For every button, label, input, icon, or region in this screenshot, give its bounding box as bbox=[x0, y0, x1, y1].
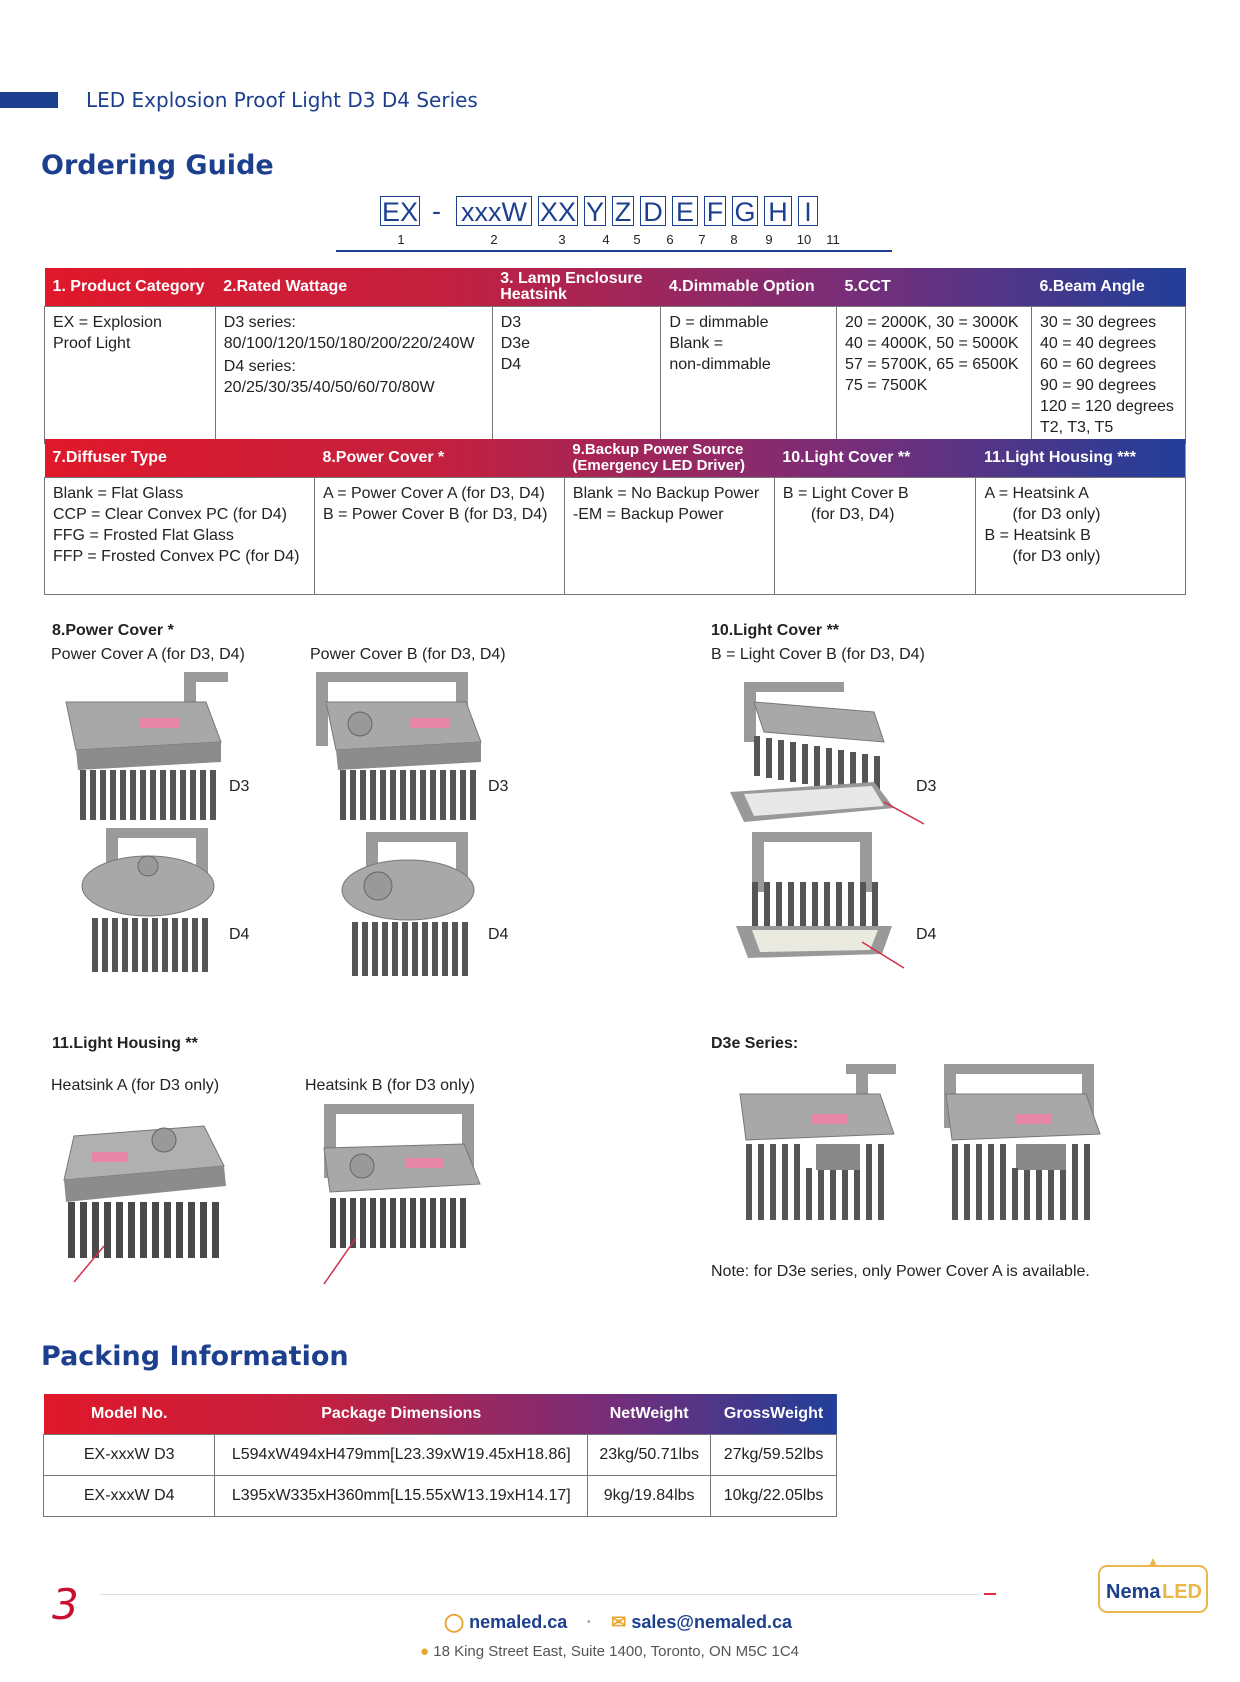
cell-model: EX-xxxW D3 bbox=[44, 1435, 215, 1476]
cell-line: T2, T3, T5 bbox=[1040, 418, 1114, 436]
globe-icon: ◯ bbox=[444, 1612, 465, 1632]
cell-line: D4 bbox=[500, 355, 522, 373]
code-box-8: F bbox=[704, 196, 726, 226]
header-cct: 5.CCT bbox=[844, 277, 891, 295]
cell-line: -EM = Backup Power bbox=[572, 505, 724, 523]
code-number-5: 5 bbox=[633, 232, 641, 247]
spec-table-1-row bbox=[45, 306, 1186, 443]
code-underline bbox=[336, 250, 892, 252]
header-power-cover: 8.Power Cover * bbox=[322, 448, 445, 466]
cell-model: EX-xxxW D4 bbox=[44, 1476, 215, 1517]
code-number-11: 11 bbox=[826, 232, 840, 247]
code-box-5: Z bbox=[612, 196, 634, 226]
fixture-d3e-left-image bbox=[726, 1064, 906, 1232]
packing-table bbox=[43, 1394, 837, 1517]
cell-line: non-dimmable bbox=[669, 355, 771, 373]
cell-line: 40 = 40 degrees bbox=[1040, 334, 1157, 352]
code-number-2: 2 bbox=[490, 232, 498, 247]
svg-text:LED: LED bbox=[1162, 1581, 1202, 1603]
cell-line: 80/100/120/150/180/200/220/240W bbox=[223, 334, 475, 352]
table-row bbox=[44, 1435, 837, 1476]
footer-accent bbox=[984, 1593, 996, 1595]
fixture-heatsink-b-image bbox=[310, 1098, 490, 1290]
cell-cct bbox=[837, 306, 1032, 443]
cell-line: A = Power Cover A (for D3, D4) bbox=[322, 484, 545, 502]
cell-product-category bbox=[45, 306, 216, 443]
spec-table-1 bbox=[44, 268, 1186, 444]
code-box-3: XX bbox=[539, 197, 577, 227]
fixture-power-cover-a-d3-image bbox=[56, 672, 228, 828]
cell-lamp-enclosure bbox=[492, 306, 661, 443]
cell-line: EX = Explosion bbox=[53, 313, 162, 331]
code-number-6: 6 bbox=[666, 232, 674, 247]
fixture-light-cover-d4-image bbox=[732, 832, 912, 972]
light-cover-d4-label: D4 bbox=[916, 926, 937, 943]
light-cover-d3-label: D3 bbox=[916, 778, 937, 795]
fixture-heatsink-a-image bbox=[54, 1106, 234, 1290]
cell-line: FFP = Frosted Convex PC (for D4) bbox=[53, 547, 300, 565]
light-cover-b-label: B = Light Cover B (for D3, D4) bbox=[711, 646, 925, 663]
fixture-power-cover-a-d4-image bbox=[72, 822, 228, 980]
page-number: 3 bbox=[52, 1580, 79, 1629]
cell-dimensions: L395xW335xH360mm[L15.55xW13.19xH14.17] bbox=[215, 1476, 588, 1517]
footer-contact bbox=[444, 1612, 792, 1633]
cell-net-weight: 9kg/19.84lbs bbox=[588, 1476, 711, 1517]
ordering-guide-title: Ordering Guide bbox=[41, 150, 274, 181]
cell-line: (for D3 only) bbox=[1012, 547, 1101, 565]
cell-light-cover bbox=[774, 477, 976, 594]
cell-line: D3e bbox=[500, 334, 531, 352]
header-gross-weight: GrossWeight bbox=[723, 1405, 824, 1422]
header-net-weight: NetWeight bbox=[609, 1405, 689, 1422]
code-dash: - bbox=[432, 196, 441, 226]
code-box-11: I bbox=[798, 196, 818, 226]
packing-table-header bbox=[44, 1394, 837, 1435]
footer-address: 18 King Street East, Suite 1400, Toronto, ON M5C 1C4 bbox=[433, 1643, 799, 1660]
code-box-2: xxxW bbox=[456, 196, 532, 226]
header-lamp-enclosure: 3. Lamp Enclosure Heatsink bbox=[500, 269, 643, 303]
packing-information-title: Packing Information bbox=[41, 1341, 349, 1372]
cell-line: 30 = 30 degrees bbox=[1040, 313, 1157, 331]
cell-line: (for D3 only) bbox=[1012, 505, 1101, 523]
cell-line: 40 = 4000K, 50 = 5000K bbox=[845, 334, 1019, 352]
header-light-cover: 10.Light Cover ** bbox=[782, 448, 911, 466]
cell-net-weight: 23kg/50.71lbs bbox=[588, 1435, 711, 1476]
cell-line: Blank = Flat Glass bbox=[53, 484, 184, 502]
d3e-series-title: D3e Series: bbox=[711, 1035, 799, 1052]
fixture-power-cover-b-d3-image bbox=[316, 672, 488, 828]
cell-line: D = dimmable bbox=[669, 313, 769, 331]
cell-line: B = Light Cover B bbox=[782, 484, 909, 502]
power-cover-a-d3-label: D3 bbox=[229, 778, 250, 795]
power-cover-a-label: Power Cover A (for D3, D4) bbox=[51, 646, 245, 663]
code-box-9: G bbox=[732, 196, 758, 226]
cell-line: Blank = bbox=[669, 334, 724, 352]
code-number-9: 9 bbox=[765, 232, 773, 247]
cell-line: D4 series: bbox=[223, 357, 296, 375]
document-header-title: LED Explosion Proof Light D3 D4 Series bbox=[86, 88, 478, 112]
svg-text:Nema: Nema bbox=[1106, 1581, 1161, 1603]
footer-divider bbox=[100, 1594, 980, 1595]
cell-gross-weight: 27kg/59.52lbs bbox=[711, 1435, 837, 1476]
power-cover-title: 8.Power Cover * bbox=[52, 622, 174, 639]
code-number-3: 3 bbox=[558, 232, 566, 247]
fixture-light-cover-d3-image bbox=[724, 682, 924, 828]
light-cover-title: 10.Light Cover ** bbox=[711, 622, 840, 639]
cell-line: FFG = Frosted Flat Glass bbox=[53, 526, 234, 544]
cell-backup-power bbox=[564, 477, 774, 594]
cell-dimensions: L594xW494xH479mm[L23.39xW19.45xH18.86] bbox=[215, 1435, 588, 1476]
cell-line: (for D3, D4) bbox=[810, 505, 895, 523]
header-package-dimensions: Package Dimensions bbox=[321, 1405, 482, 1422]
footer-separator: · bbox=[586, 1612, 593, 1632]
header-rated-wattage: 2.Rated Wattage bbox=[223, 277, 348, 295]
nemaled-logo bbox=[1098, 1558, 1208, 1614]
cell-line: A = Heatsink A bbox=[984, 484, 1089, 502]
cell-line: 120 = 120 degrees bbox=[1040, 397, 1174, 415]
cell-line: D3 bbox=[500, 313, 522, 331]
website-link[interactable]: nemaled.ca bbox=[469, 1612, 568, 1632]
power-cover-a-d4-label: D4 bbox=[229, 926, 250, 943]
location-pin-icon: ● bbox=[420, 1643, 430, 1660]
cell-line: D3 series: bbox=[223, 313, 296, 331]
fixture-power-cover-b-d4-image bbox=[332, 826, 488, 984]
spec-table-1-header bbox=[45, 268, 1186, 306]
spec-table-2 bbox=[44, 439, 1186, 595]
spec-table-2-row bbox=[45, 477, 1186, 594]
code-number-8: 8 bbox=[730, 232, 738, 247]
d3e-note: Note: for D3e series, only Power Cover A is available. bbox=[711, 1263, 1090, 1280]
cell-line: 90 = 90 degrees bbox=[1040, 376, 1157, 394]
code-box-7: E bbox=[672, 196, 698, 226]
header-diffuser-type: 7.Diffuser Type bbox=[52, 448, 167, 466]
cell-line: CCP = Clear Convex PC (for D4) bbox=[53, 505, 287, 523]
power-cover-b-d3-label: D3 bbox=[488, 778, 509, 795]
fixture-d3e-right-image bbox=[936, 1064, 1116, 1232]
table-row bbox=[44, 1476, 837, 1517]
code-box-4: Y bbox=[585, 197, 604, 227]
cell-rated-wattage bbox=[215, 306, 492, 443]
cell-dimmable-option bbox=[661, 306, 837, 443]
email-link[interactable]: sales@nemaled.ca bbox=[631, 1612, 793, 1632]
cell-line: 20/25/30/35/40/50/60/70/80W bbox=[223, 378, 435, 396]
cell-line: 75 = 7500K bbox=[845, 376, 928, 394]
header-beam-angle: 6.Beam Angle bbox=[1039, 277, 1145, 295]
cell-power-cover bbox=[314, 477, 564, 594]
cell-diffuser-type bbox=[45, 477, 315, 594]
footer-address-line bbox=[420, 1643, 799, 1660]
cell-line: B = Heatsink B bbox=[984, 526, 1091, 544]
cell-line: Blank = No Backup Power bbox=[572, 484, 760, 502]
cell-line: Proof Light bbox=[53, 334, 131, 352]
mail-icon: ✉ bbox=[611, 1612, 627, 1632]
code-box-6: D bbox=[640, 196, 666, 226]
cell-beam-angle bbox=[1032, 306, 1186, 443]
header-light-housing: 11.Light Housing *** bbox=[983, 448, 1136, 466]
spec-table-2-header bbox=[45, 439, 1186, 477]
code-number-10: 10 bbox=[796, 232, 812, 247]
power-cover-b-d4-label: D4 bbox=[488, 926, 509, 943]
code-number-7: 7 bbox=[698, 232, 706, 247]
cell-line: 60 = 60 degrees bbox=[1040, 355, 1157, 373]
header-product-category: 1. Product Category bbox=[52, 277, 205, 295]
cell-line: B = Power Cover B (for D3, D4) bbox=[322, 505, 548, 523]
power-cover-b-label: Power Cover B (for D3, D4) bbox=[310, 646, 506, 663]
heatsink-a-label: Heatsink A (for D3 only) bbox=[51, 1077, 220, 1094]
header-model-no: Model No. bbox=[90, 1405, 168, 1422]
code-number-4: 4 bbox=[602, 232, 610, 247]
light-housing-title: 11.Light Housing ** bbox=[52, 1035, 198, 1052]
cell-line: 57 = 5700K, 65 = 6500K bbox=[845, 355, 1019, 373]
code-box-1: EX bbox=[381, 197, 419, 227]
header-accent-bar bbox=[0, 92, 58, 108]
code-box-10: H bbox=[764, 196, 792, 226]
heatsink-b-label: Heatsink B (for D3 only) bbox=[305, 1077, 475, 1094]
cell-line: 20 = 2000K, 30 = 3000K bbox=[845, 313, 1019, 331]
header-dimmable-option: 4.Dimmable Option bbox=[668, 277, 815, 295]
cell-gross-weight: 10kg/22.05lbs bbox=[711, 1476, 837, 1517]
cell-light-housing bbox=[976, 477, 1186, 594]
header-backup-power: 9.Backup Power Source (Emergency LED Driver) bbox=[572, 440, 745, 474]
code-number-1: 1 bbox=[397, 232, 405, 247]
